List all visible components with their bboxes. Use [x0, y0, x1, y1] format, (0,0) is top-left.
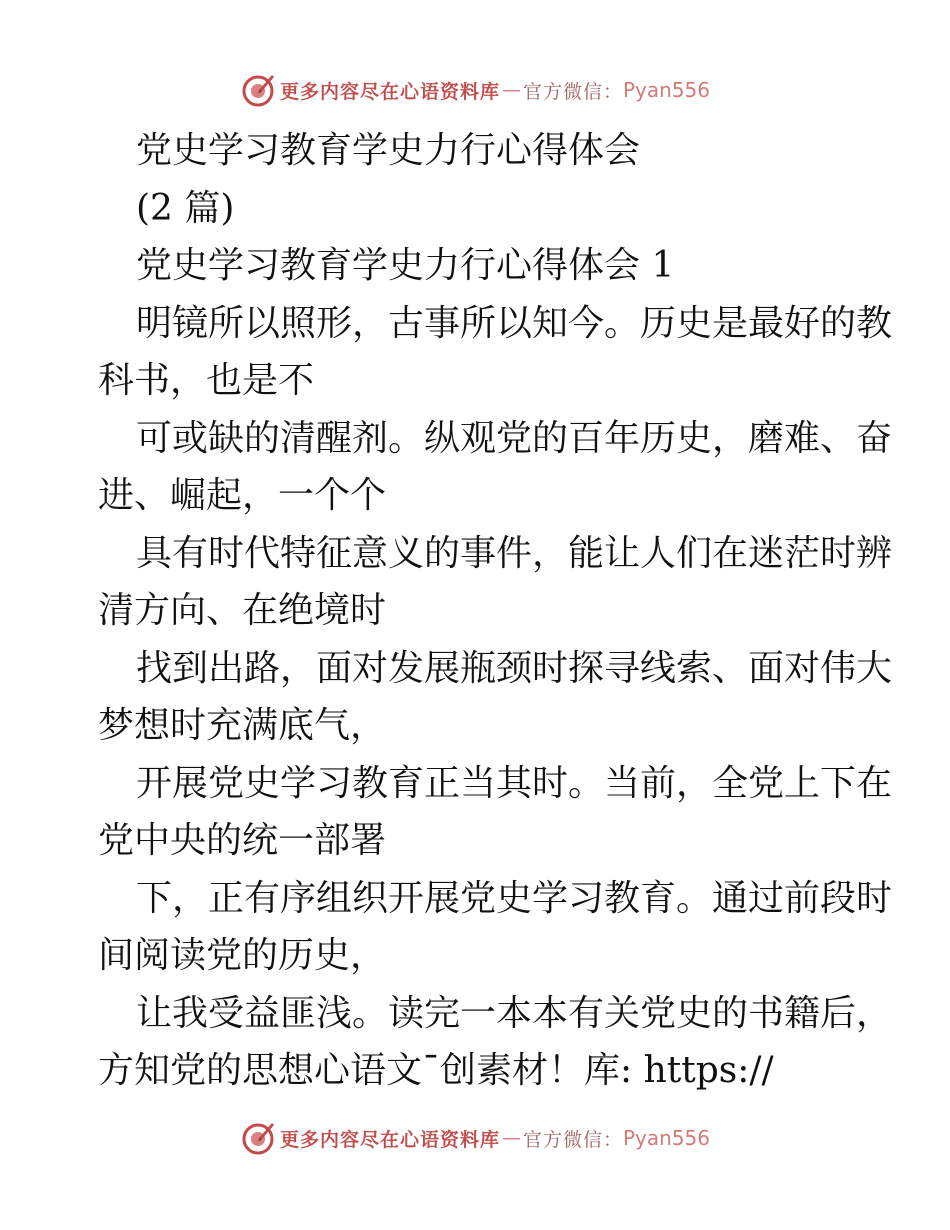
brand-logo-icon [240, 72, 276, 108]
body-line: 清方向、在绝境时 [98, 590, 387, 631]
body-line: 梦想时充满底气， [98, 705, 387, 746]
body-line: 间阅读党的历史， [98, 935, 387, 976]
footer-watermark-banner [0, 1118, 950, 1158]
watermark-main-text: 更多内容尽在心语资料库 [279, 1128, 500, 1151]
body-line: 党中央的统一部署 [98, 820, 387, 861]
watermark-wechat-id: Pyan556 [623, 1126, 711, 1150]
header-watermark-banner [0, 70, 950, 110]
watermark-main-text: 更多内容尽在心语资料库 [279, 80, 500, 103]
watermark-dash: — [501, 79, 521, 101]
body-line: 具有时代特征意义的事件，能让人们在迷茫时辨 [136, 532, 893, 574]
document-title: 党史学习教育学史力行心得体会 [136, 130, 641, 171]
body-line: 开展党史学习教育正当其时。当前，全党上下在 [136, 762, 893, 804]
watermark-wechat-label: 官方微信： [522, 80, 623, 103]
body-line: 科书，也是不 [98, 360, 315, 401]
body-line: 明镜所以照形，古事所以知今。历史是最好的教 [136, 302, 893, 344]
body-line: 方知党的思想心语文¯创素材！库: https:// [98, 1050, 774, 1091]
document-subtitle: (2 篇) [136, 187, 235, 229]
body-line: 找到出路，面对发展瓶颈时探寻线索、面对伟大 [136, 647, 893, 689]
section-heading: 党史学习教育学史力行心得体会 1 [136, 245, 675, 286]
body-line: 下，正有序组织开展党史学习教育。通过前段时 [136, 877, 893, 919]
watermark-wechat-label: 官方微信： [522, 1128, 623, 1151]
body-line: 进、崛起，一个个 [98, 475, 387, 516]
document-body [98, 122, 893, 1100]
watermark-dash: — [501, 1127, 521, 1149]
watermark-wechat-id: Pyan556 [623, 78, 711, 102]
brand-logo-icon [240, 1120, 276, 1156]
body-line: 可或缺的清醒剂。纵观党的百年历史，磨难、奋 [136, 417, 893, 459]
body-line: 让我受益匪浅。读完一本本有关党史的书籍后， [136, 992, 893, 1034]
